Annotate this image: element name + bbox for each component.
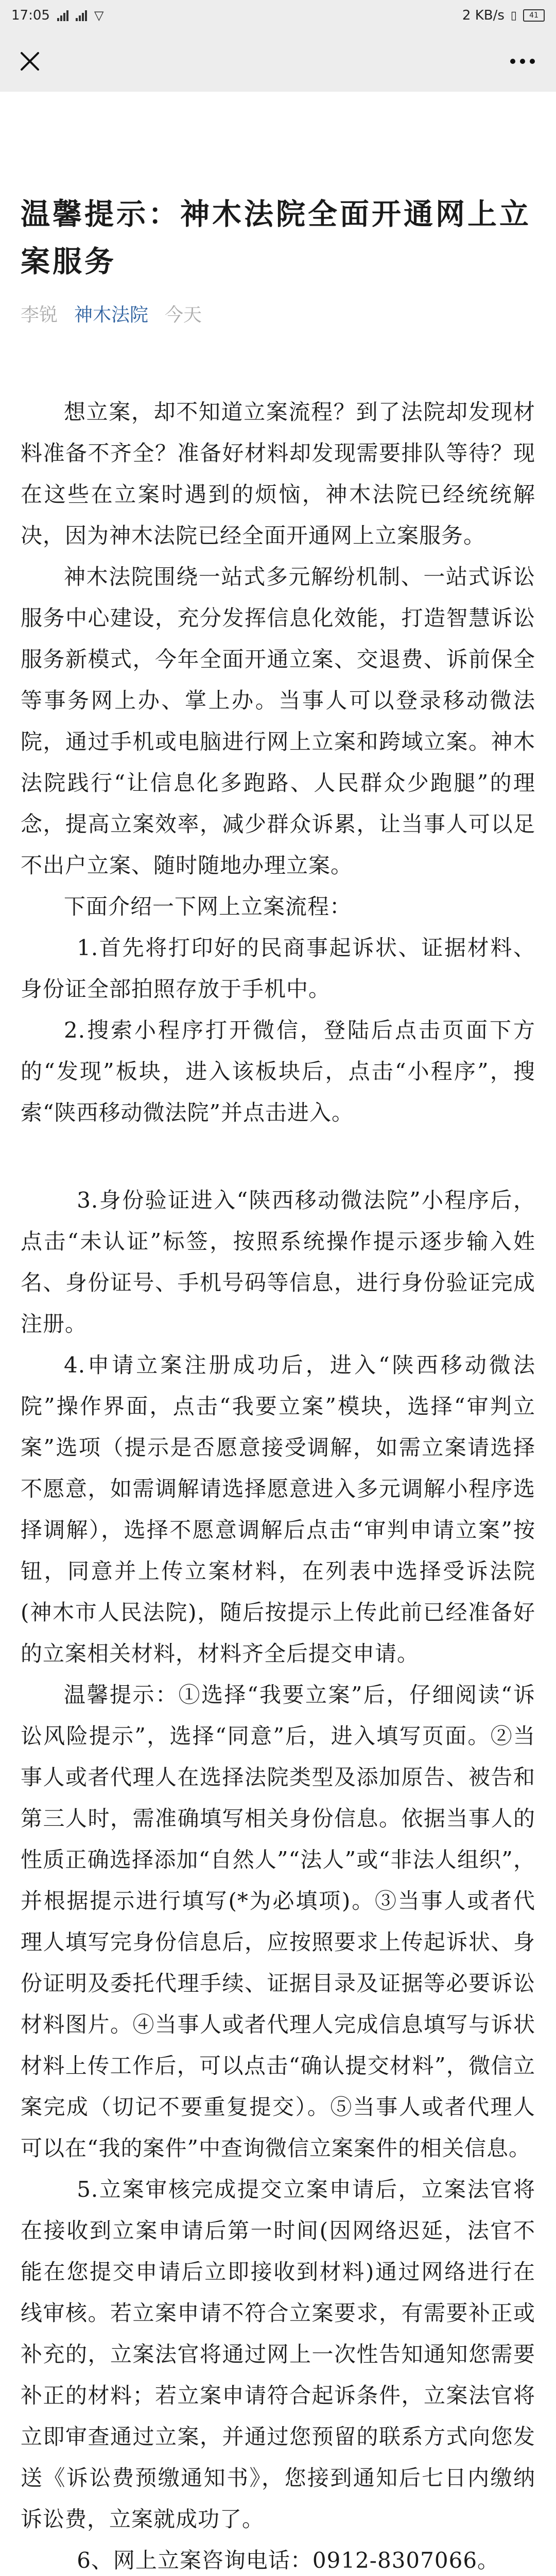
status-time: 17:05 (11, 8, 50, 23)
status-left (11, 8, 103, 23)
status-right (462, 8, 545, 23)
paragraph: 下面介绍一下网上立案流程： (64, 893, 352, 919)
paragraph: 想立案，却不知道立案流程？到了法院却发现材料准备不齐全？准备好材料却发现需要排队等待？现在这些在立案时遇到的烦恼，神木法院已经统统解决，因为神木法院已经全面开通网上立案服务。 (21, 399, 535, 548)
paragraph-tips: 温馨提示：①选择“我要立案”后，仔细阅读“诉讼风险提示”，选择“同意”后，进入填写页面。②当事人或者代理人在选择法院类型及添加原告、被告和第三人时，需准确填写相关身份信息。依据当事人的性质正确选择添加“自然人”“法人”或“非法人组织”，并根据提示进行填写(*为必填项)。③当事人或者代理人填写完身份信息后，应按照要求上传起诉状、身份证明及委托代理手续、证据目录及证据等必要诉讼材料图片。④当事人或者代理人完成信息填写与诉状材料上传工作后，可以点击“确认提交材料”，微信立案完成（切记不要重复提交）。⑤当事人或者代理人可以在“我的案件”中查询微信立案案件的相关信息。 (21, 1682, 535, 2161)
network-speed: 2 KB/s (462, 8, 505, 23)
paragraph-step-5: 5.立案审核完成提交立案申请后，立案法官将在接收到立案申请后第一时间(因网络迟延，法官不能在您提交申请后立即接收到材料)通过网络进行在线审核。若立案申请不符合立案要求，有需要补正或补充的，立案法官将通过网上一次性告知通知您需要补正的材料；若立案申请符合起诉条件，立案法官将立即审查通过立案，并通过您预留的联系方式向您发送《诉讼费预缴通知书》，您接到通知后七日内缴纳诉讼费，立案就成功了。 (21, 2176, 535, 2532)
paragraph-step-4: 4.申请立案注册成功后，进入“陕西移动微法院”操作界面，点击“我要立案”模块，选择“审判立案”选项（提示是否愿意接受调解，如需立案请选择不愿意，如需调解请选择愿意进入多元调解小程序选择调解），选择不愿意调解后点击“审判申请立案”按钮，同意并上传立案材料，在列表中选择受诉法院(神木市人民法院)，随后按提示上传此前已经准备好的立案相关材料，材料齐全后提交申请。 (21, 1352, 535, 1666)
article (0, 191, 556, 2576)
more-icon[interactable] (505, 47, 541, 76)
article-date: 今天 (165, 304, 202, 326)
paragraph-step-6: 6、网上立案咨询电话：0912-8307066。 (77, 2547, 500, 2573)
close-icon[interactable] (15, 47, 44, 76)
article-content (21, 392, 535, 2576)
status-bar (0, 0, 556, 31)
article-title: 温馨提示：神木法院全面开通网上立案服务 (21, 197, 531, 279)
article-author: 李锐 (21, 304, 58, 326)
paragraph-step-2: 2.搜索小程序打开微信，登陆后点击页面下方的“发现”板块，进入该板块后，点击“小程序”，搜索“陕西移动微法院”并点击进入。 (21, 1017, 535, 1125)
signal-icon-2 (76, 10, 87, 21)
vibrate-icon: ▯ (510, 9, 517, 22)
battery-icon: 41 (523, 9, 545, 22)
paragraph-step-1: 1.首先将打印好的民商事起诉状、证据材料、身份证全部拍照存放于手机中。 (21, 935, 535, 1002)
paragraph-step-3: 3.身份验证进入“陕西移动微法院”小程序后，点击“未认证”标签，按照系统操作提示逐步输入姓名、身份证号、手机号码等信息，进行身份验证完成注册。 (21, 1187, 535, 1336)
paragraph: 神木法院围绕一站式多元解纷机制、一站式诉讼服务中心建设，充分发挥信息化效能，打造智慧诉讼服务新模式，今年全面开通立案、交退费、诉前保全等事务网上办、掌上办。当事人可以登录移动微法院，通过手机或电脑进行网上立案和跨域立案。神木法院践行“让信息化多跑路、人民群众少跑腿”的理念，提高立案效率，减少群众诉累，让当事人可以足不出户立案、随时随地办理立案。 (21, 564, 535, 878)
article-meta (21, 300, 535, 327)
wifi-icon: ▽ (94, 8, 104, 23)
account-name-link[interactable]: 神木法院 (74, 304, 149, 326)
signal-icon (57, 10, 68, 21)
nav-bar (0, 31, 556, 92)
